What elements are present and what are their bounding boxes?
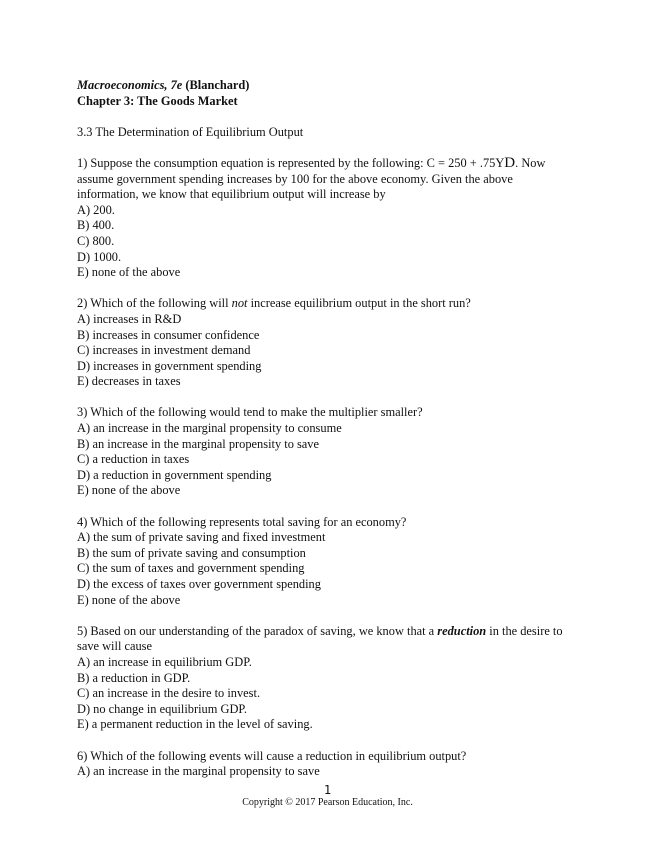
question-1-stem-text: 1) Suppose the consumption equation is represented by the following: C = 250 + .75Y [77,155,505,170]
question-3-option-c: C) a reduction in taxes [77,452,190,467]
question-3-option-d: D) a reduction in government spending [77,467,272,482]
question-6-option-a: A) an increase in the marginal propensity to save [77,764,320,779]
question-5-option-c: C) an increase in the desire to invest. [77,686,261,701]
chapter-title: Chapter 3: The Goods Market [77,93,238,108]
question-4-option-c: C) the sum of taxes and government spending [77,561,305,576]
question-2-stem-emphasis: not [231,296,248,311]
question-2-option-d: D) increases in government spending [77,358,262,373]
question-4-option-b: B) the sum of private saving and consumption [77,545,306,560]
question-4-option-d: D) the excess of taxes over government spending [77,577,321,591]
question-5-option-a: A) an increase in equilibrium GDP. [77,654,252,669]
question-1-stem-rest: . Now assume government spending increases by 100 for the above economy. Given the above information, we know that equilibrium output will increase by [77,155,546,202]
question-1-option-a: A) 200. [77,202,115,217]
question-5-option-b: B) a reduction in GDP. [77,670,191,685]
question-2-option-c: C) increases in investment demand [77,343,251,358]
question-1-option-b: B) 400. [77,218,115,233]
question-6-stem: 6) Which of the following events will cause a reduction in equilibrium output? [77,748,467,763]
question-5-stem [77,624,577,655]
question-3-option-b: B) an increase in the marginal propensity to save [77,436,320,451]
question-2-option-a: A) increases in R&D [77,311,182,326]
question-2-stem-after: increase equilibrium output in the short run? [247,296,471,311]
question-4-option-a: A) the sum of private saving and fixed investment [77,530,326,545]
question-3-option-a: A) an increase in the marginal propensity to consume [77,421,342,436]
question-3-option-e: E) none of the above [77,483,181,498]
question-3 [77,405,577,499]
book-title-italic: Macroeconomics, 7e [77,78,183,92]
question-5-option-e: E) a permanent reduction in the level of saving. [77,717,313,732]
question-2-stem-before: 2) Which of the following will [77,296,232,311]
question-5 [77,624,577,733]
question-2-stem [77,296,577,312]
question-4 [77,515,577,609]
page-content [77,78,577,780]
question-3-stem: 3) Which of the following would tend to make the multiplier smaller? [77,405,423,420]
question-1-option-d: D) 1000. [77,249,122,264]
question-5-option-d: D) no change in equilibrium GDP. [77,701,248,716]
question-5-stem-before: 5) Based on our understanding of the paradox of saving, we know that a [77,623,438,638]
question-6 [77,749,577,780]
question-1-option-c: C) 800. [77,233,115,248]
page-number: 1 [323,783,332,797]
book-title-author: (Blanchard) [182,78,250,92]
book-title [77,78,577,94]
question-2-option-b: B) increases in consumer confidence [77,327,260,342]
copyright-notice: Copyright © 2017 Pearson Education, Inc. [242,797,413,808]
question-2 [77,296,577,390]
section-title: 3.3 The Determination of Equilibrium Output [77,124,304,139]
question-5-stem-after: in the desire to save will cause [77,623,563,654]
question-1-option-e: E) none of the above [77,265,181,280]
question-2-option-e: E) decreases in taxes [77,374,181,389]
question-5-stem-emphasis: reduction [437,623,487,638]
question-4-option-e: E) none of the above [77,592,181,607]
question-1-stem [77,156,577,203]
question-1 [77,156,577,281]
question-4-stem: 4) Which of the following represents total saving for an economy? [77,514,407,529]
question-1-subscript: D [504,154,516,171]
